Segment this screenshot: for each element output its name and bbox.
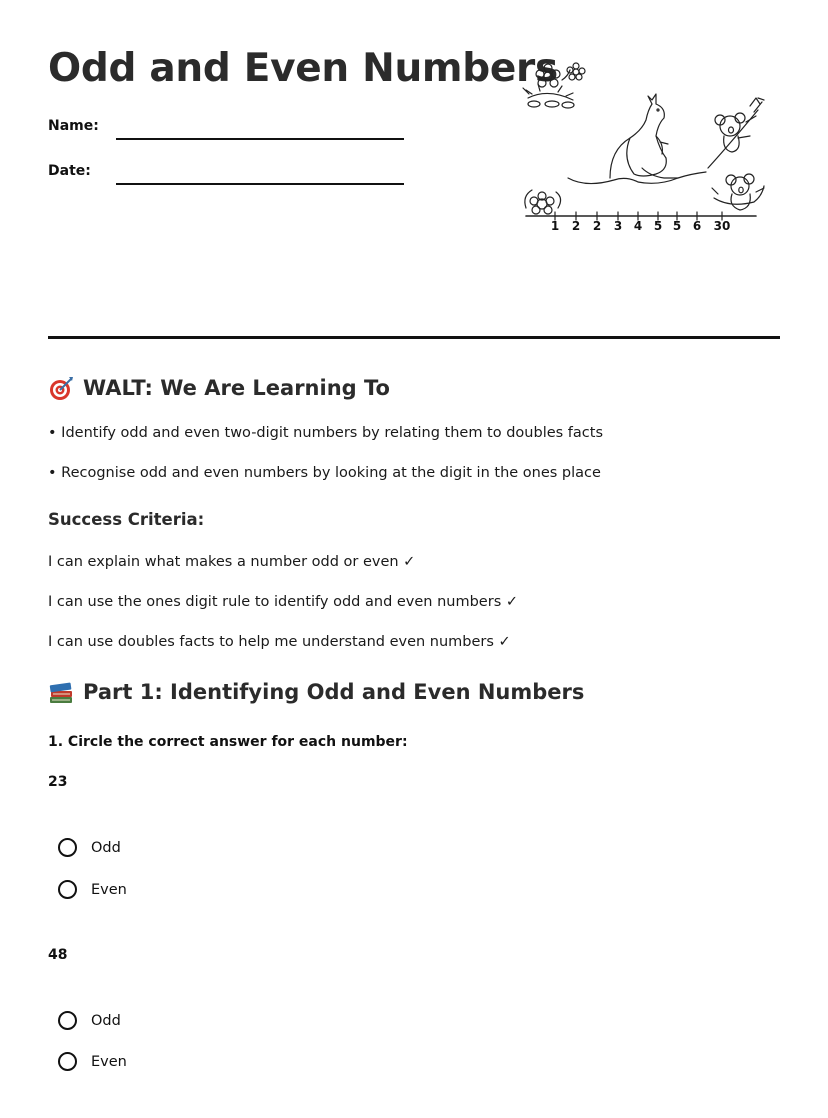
koala-icon [712,174,764,210]
number-line-label: 5 [653,219,663,233]
walt-bullet: • Identify odd and even two-digit numbers by relating them to doubles facts [48,425,604,441]
success-criteria-item: I can explain what makes a number odd or even ✓ [48,554,416,570]
question-number: 48 [48,947,68,963]
number-line-label: 30 [713,219,731,233]
books-icon [48,679,74,705]
target-icon [48,375,74,401]
name-label: Name: [48,118,99,134]
part1-heading [48,679,584,705]
option-even[interactable] [58,880,127,899]
question-number: 23 [48,774,68,790]
kangaroo-icon [568,94,706,184]
date-field[interactable] [116,183,404,185]
number-line-label: 5 [672,219,682,233]
koala-icon [708,98,764,168]
option-even[interactable] [58,1052,127,1071]
part1-heading-text: Part 1: Identifying Odd and Even Numbers [83,680,585,704]
number-line-label: 2 [592,219,602,233]
radio-circle[interactable] [58,880,77,899]
option-odd[interactable] [58,838,121,857]
option-label: Odd [91,1012,121,1029]
option-label: Even [91,881,127,898]
number-line-label: 2 [571,219,581,233]
walt-heading [48,375,390,401]
option-label: Even [91,1053,127,1070]
option-label: Odd [91,839,121,856]
page-title: Odd and Even Numbers [48,46,558,91]
walt-bullet: • Recognise odd and even numbers by looking at the digit in the ones place [48,465,601,481]
question-instruction: 1. Circle the correct answer for each number: [48,734,408,750]
radio-circle[interactable] [58,1052,77,1071]
date-label: Date: [48,163,91,179]
number-line-label: 1 [550,219,560,233]
success-criteria-item: I can use doubles facts to help me understand even numbers ✓ [48,634,511,650]
name-field[interactable] [116,138,404,140]
success-criteria-heading: Success Criteria: [48,510,205,529]
success-criteria-item: I can use the ones digit rule to identify odd and even numbers ✓ [48,594,519,610]
section-divider [48,336,780,339]
header-illustration [518,58,768,236]
number-line-label: 3 [613,219,623,233]
radio-circle[interactable] [58,1011,77,1030]
flower-icon [525,190,561,214]
number-line-label: 6 [692,219,702,233]
radio-circle[interactable] [58,838,77,857]
option-odd[interactable] [58,1011,121,1030]
flower-icon [523,63,585,108]
walt-heading-text: WALT: We Are Learning To [83,376,390,400]
number-line-label: 4 [633,219,643,233]
